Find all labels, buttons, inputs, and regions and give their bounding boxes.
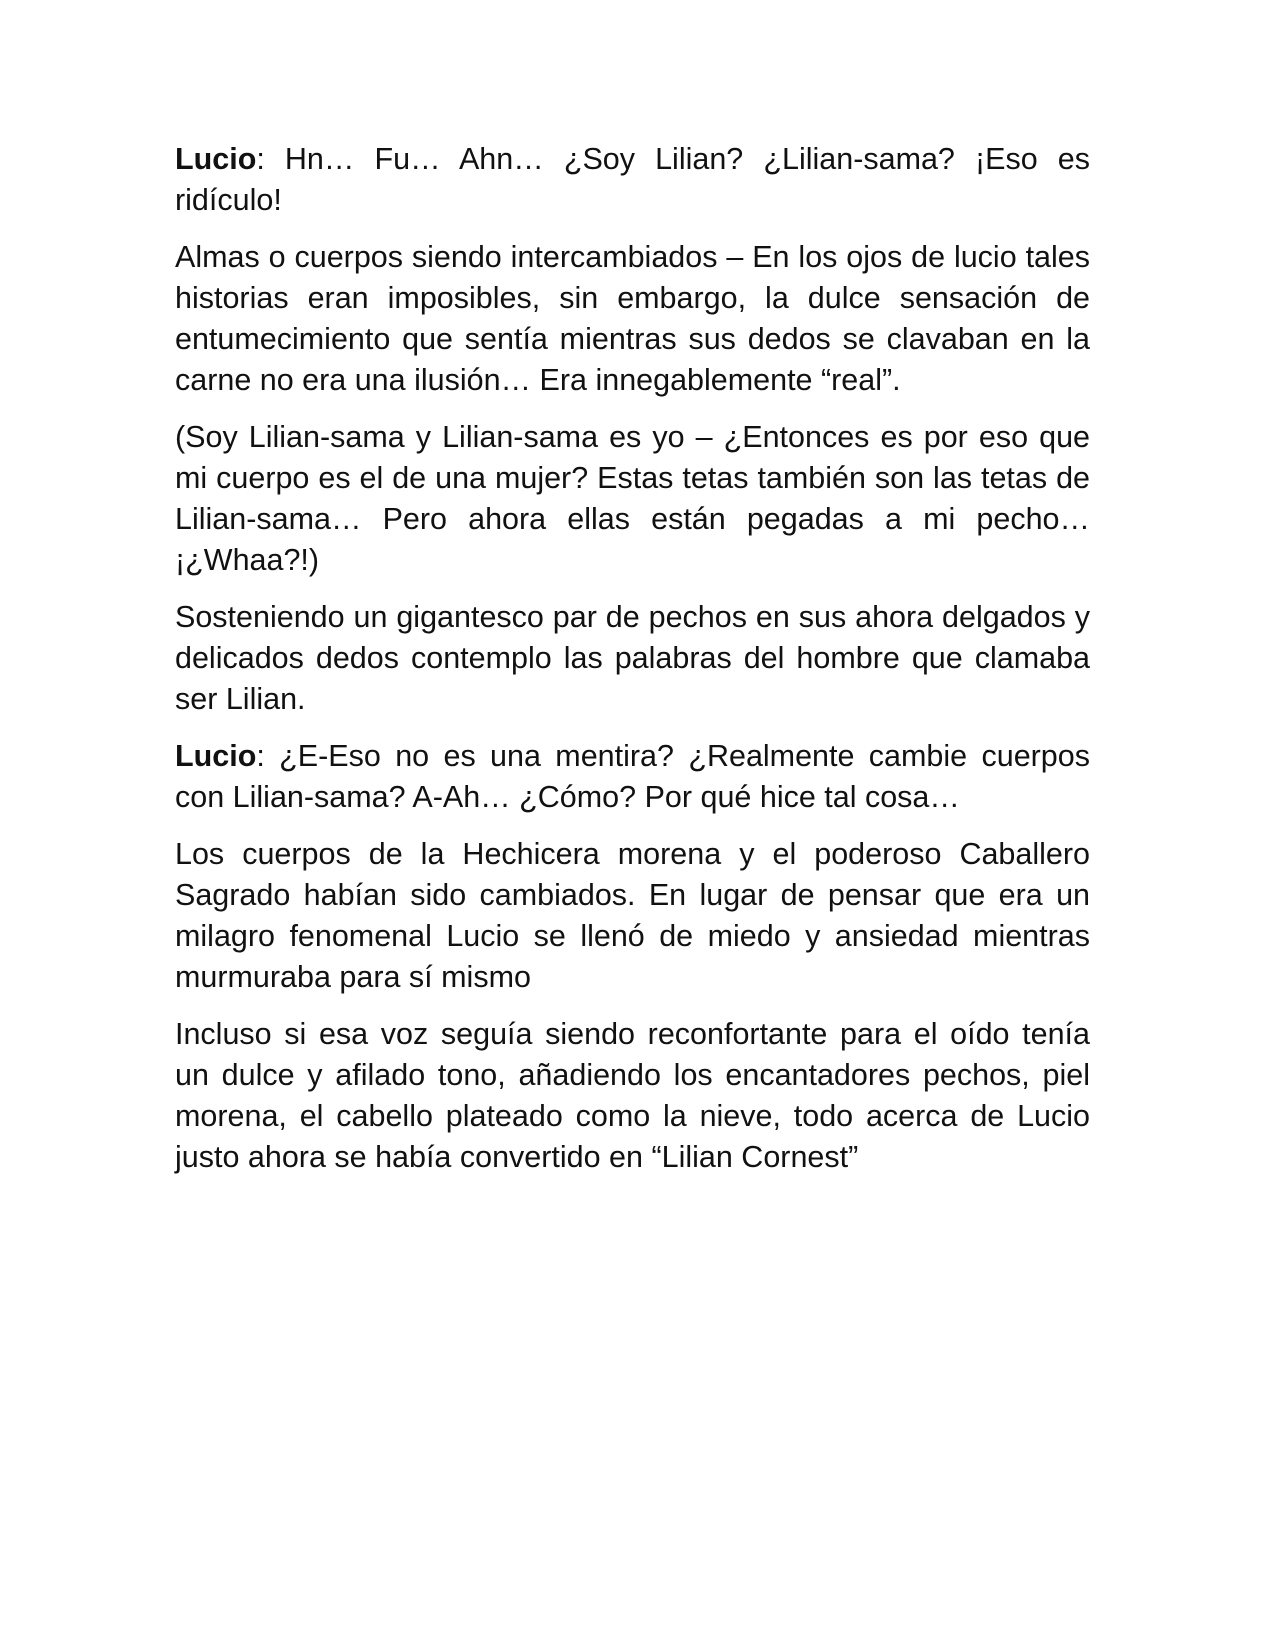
paragraph-text: Sosteniendo un gigantesco par de pechos en sus ahora delgados y delicados dedos contemplo las palabras del hombre que clamaba ser Lilian. xyxy=(175,600,1090,716)
paragraph-text: : Hn… Fu… Ahn… ¿Soy Lilian? ¿Lilian-sama? ¡Eso es ridículo! xyxy=(175,142,1090,217)
paragraph-dialogue-1 xyxy=(175,139,1090,221)
speaker-name: Lucio xyxy=(175,739,257,773)
paragraph-narration-4 xyxy=(175,1014,1090,1178)
paragraph-narration-1 xyxy=(175,237,1090,401)
paragraph-narration-2 xyxy=(175,597,1090,720)
paragraph-text: (Soy Lilian-sama y Lilian-sama es yo – ¿Entonces es por eso que mi cuerpo es el de una mujer? Estas tetas también son las tetas de Lilian-sama… Pero ahora ellas están pegadas a mi pecho… ¡¿Whaa?!) xyxy=(175,420,1090,577)
paragraph-dialogue-2 xyxy=(175,736,1090,818)
paragraph-text: : ¿E-Eso no es una mentira? ¿Realmente cambie cuerpos con Lilian-sama? A-Ah… ¿Cómo? Por qué hice tal cosa… xyxy=(175,739,1090,814)
speaker-name: Lucio xyxy=(175,142,257,176)
paragraph-narration-3 xyxy=(175,834,1090,998)
paragraph-text: Los cuerpos de la Hechicera morena y el poderoso Caballero Sagrado habían sido cambiados. En lugar de pensar que era un milagro fenomenal Lucio se llenó de miedo y ansiedad mientras murmuraba para sí mismo xyxy=(175,837,1090,994)
document-page xyxy=(175,139,1090,1194)
paragraph-text: Almas o cuerpos siendo intercambiados – En los ojos de lucio tales historias eran imposibles, sin embargo, la dulce sensación de entumecimiento que sentía mientras sus dedos se clavaban en la carne no era una ilusión… Era innegablemente “real”. xyxy=(175,240,1090,397)
paragraph-thought xyxy=(175,417,1090,581)
paragraph-text: Incluso si esa voz seguía siendo reconfortante para el oído tenía un dulce y afilado tono, añadiendo los encantadores pechos, piel morena, el cabello plateado como la nieve, todo acerca de Lucio justo ahora se había convertido en “Lilian Cornest” xyxy=(175,1017,1090,1174)
